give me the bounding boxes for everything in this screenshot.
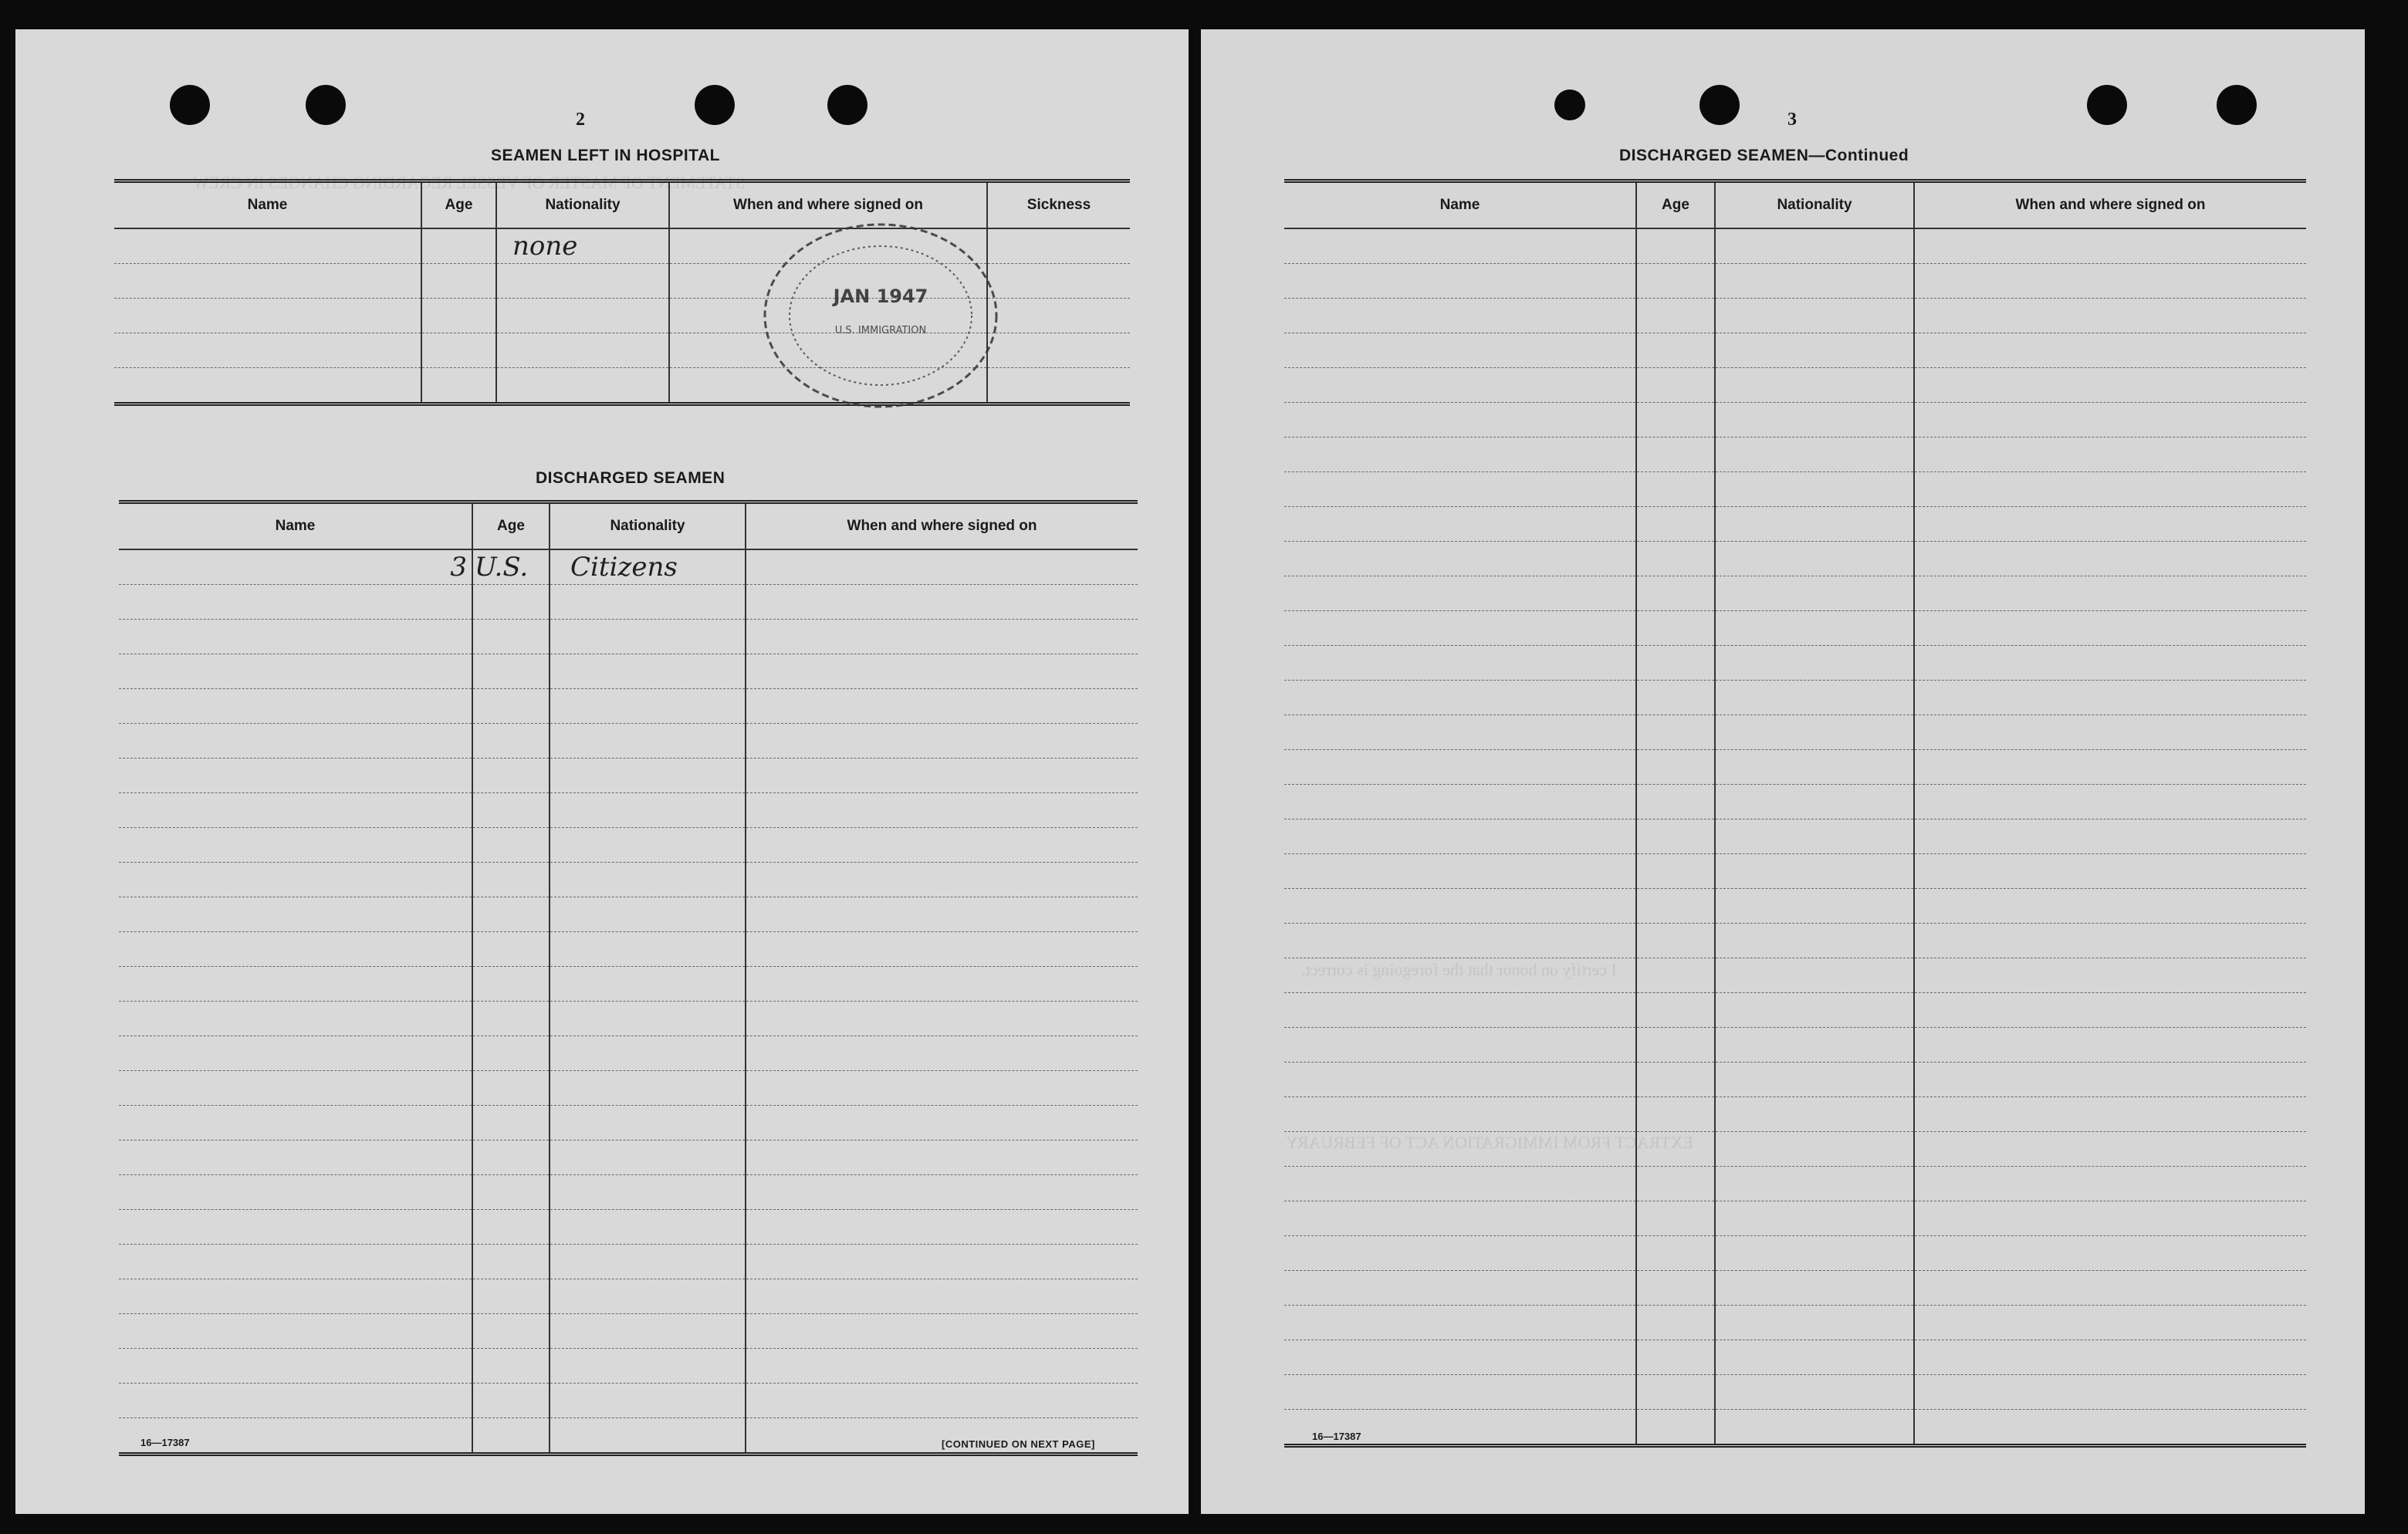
table-row [119, 932, 1138, 967]
table-row [1284, 611, 2306, 646]
stamp-text: U.S. IMMIGRATION [834, 325, 927, 336]
table-row [119, 1210, 1138, 1245]
form-code: 16—17387 [140, 1437, 190, 1448]
table-row [1284, 1167, 2306, 1201]
column-header-age: Age [472, 502, 550, 550]
table-row [1284, 1236, 2306, 1271]
table-row [119, 759, 1138, 793]
discharged-continued-table [1284, 179, 2306, 1448]
table-row [119, 1175, 1138, 1210]
table-row [1284, 507, 2306, 542]
bleed-through-text: STATEMENT OF MASTER OF VESSEL REGARDING CHANGES IN CREW [193, 173, 746, 192]
table-row [1284, 819, 2306, 854]
table-row [1284, 403, 2306, 438]
stamp-date: JAN 1947 [833, 286, 928, 307]
table-row [119, 1106, 1138, 1140]
table-row [119, 1071, 1138, 1106]
table-row [1284, 1271, 2306, 1306]
table-header-row [1284, 181, 2306, 229]
column-header-signed-on: When and where signed on [746, 502, 1138, 550]
punch-hole [695, 85, 735, 125]
table-row [1284, 1028, 2306, 1063]
table-row [1284, 681, 2306, 715]
table-row [1284, 1306, 2306, 1340]
left-page [15, 29, 1189, 1514]
discharged-table [119, 500, 1138, 1456]
table-row [1284, 958, 2306, 993]
table-row [1284, 1132, 2306, 1167]
table-row [119, 654, 1138, 689]
table-row [1284, 438, 2306, 472]
table-row [1284, 1410, 2306, 1446]
table-row [1284, 889, 2306, 924]
continued-note: [CONTINUED ON NEXT PAGE] [942, 1438, 1095, 1450]
column-header-age: Age [1636, 181, 1715, 229]
table-row [1284, 542, 2306, 576]
table-header-row [119, 502, 1138, 550]
table-row [119, 724, 1138, 759]
table-row [1284, 333, 2306, 368]
column-header-nationality: Nationality [1715, 181, 1914, 229]
bleed-through-text: EXTRACT FROM IMMIGRATION ACT OF FEBRUARY [1286, 1133, 1693, 1152]
punch-hole [306, 85, 346, 125]
table-row [119, 1140, 1138, 1175]
table-row [1284, 299, 2306, 333]
table-row [1284, 646, 2306, 681]
column-header-signed-on: When and where signed on [669, 181, 987, 229]
column-header-sickness: Sickness [987, 181, 1130, 229]
table-row [119, 1349, 1138, 1384]
immigration-stamp [746, 211, 1016, 420]
table-row [1284, 750, 2306, 785]
punch-hole [2087, 85, 2127, 125]
column-header-nationality: Nationality [496, 181, 669, 229]
hospital-section-title: SEAMEN LEFT IN HOSPITAL [491, 147, 720, 164]
table-row [119, 1245, 1138, 1279]
table-row [119, 1314, 1138, 1349]
handwritten-age: U.S. [472, 549, 550, 585]
table-row [119, 1279, 1138, 1314]
table-row [1284, 1063, 2306, 1097]
punch-hole [2217, 85, 2257, 125]
column-header-nationality: Nationality [550, 502, 746, 550]
punch-hole [1699, 85, 1740, 125]
table-row [1284, 228, 2306, 264]
handwritten-name: 3 [119, 549, 472, 585]
discharged-section-title: DISCHARGED SEAMEN [536, 469, 725, 487]
table-row [119, 863, 1138, 897]
page-number: 3 [1787, 110, 1797, 130]
table-row [1284, 924, 2306, 958]
table-row [119, 620, 1138, 654]
page-number: 2 [576, 110, 585, 130]
table-row [119, 585, 1138, 620]
table-row [1284, 1375, 2306, 1410]
section-title: DISCHARGED SEAMEN—Continued [1619, 147, 1909, 164]
table-row [119, 1036, 1138, 1071]
table-row [1284, 1340, 2306, 1375]
table-row [119, 1002, 1138, 1036]
table-row [1284, 264, 2306, 299]
table-row [119, 897, 1138, 932]
table-row [119, 1384, 1138, 1418]
form-code: 16—17387 [1312, 1431, 1361, 1442]
punch-hole [170, 85, 210, 125]
table-row [1284, 576, 2306, 611]
table-row [119, 967, 1138, 1002]
column-header-age: Age [421, 181, 496, 229]
table-row [1284, 368, 2306, 403]
table-row [119, 689, 1138, 724]
table-row [119, 793, 1138, 828]
handwritten-nationality: Citizens [550, 549, 746, 585]
table-row [1284, 785, 2306, 819]
handwritten-nationality: none [496, 228, 669, 264]
punch-hole [827, 85, 867, 125]
table-row [1284, 715, 2306, 750]
table-row [1284, 1201, 2306, 1236]
column-header-name: Name [114, 181, 421, 229]
column-header-name: Name [1284, 181, 1636, 229]
table-row [1284, 472, 2306, 507]
bleed-through-text: I certify on honor that the foregoing is correct. [1301, 960, 1617, 979]
column-header-signed-on: When and where signed on [1914, 181, 2306, 229]
table-row [1284, 1097, 2306, 1132]
table-row [1284, 993, 2306, 1028]
punch-hole [1554, 90, 1585, 120]
right-page [1201, 29, 2365, 1514]
table-row [119, 828, 1138, 863]
table-row [1284, 854, 2306, 889]
table-row [119, 549, 1138, 585]
column-header-name: Name [119, 502, 472, 550]
